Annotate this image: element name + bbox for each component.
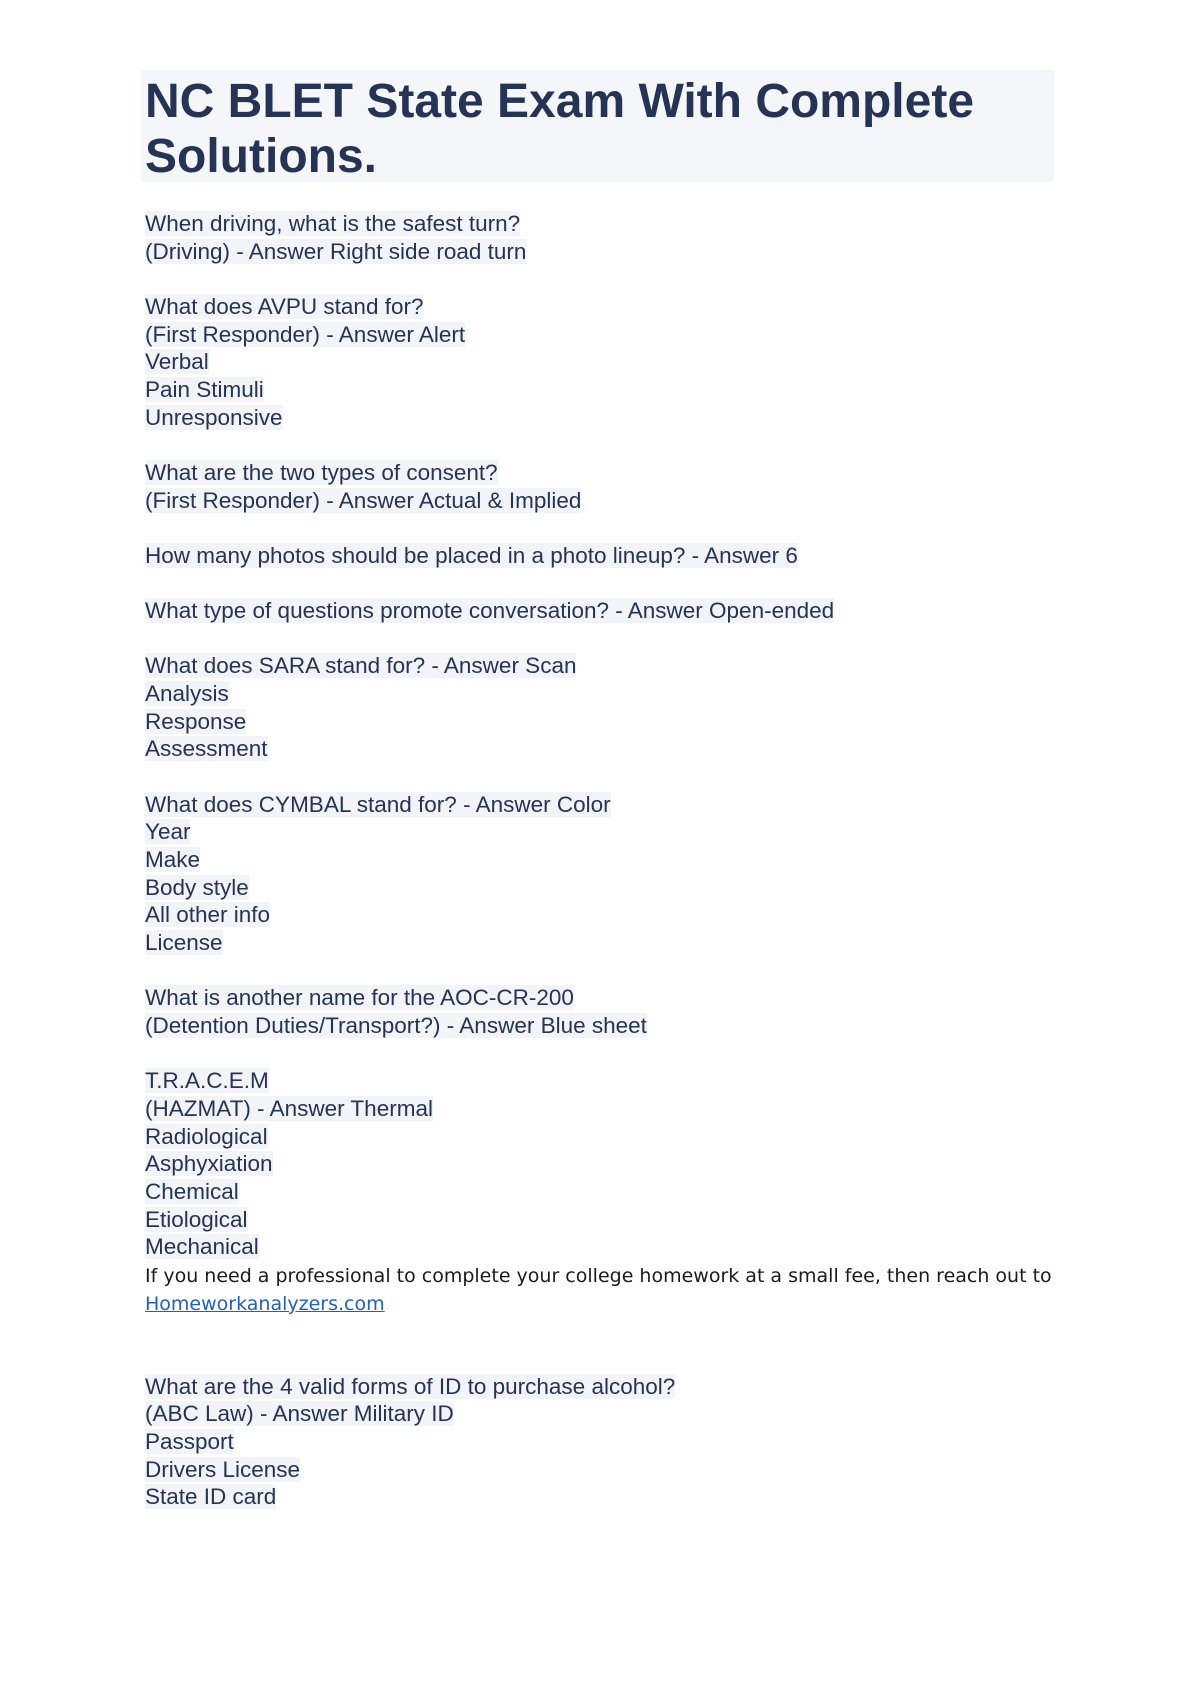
qa-line: Analysis	[145, 680, 229, 706]
qa-line: (Driving) - Answer Right side road turn	[145, 238, 527, 264]
qa-line: What does CYMBAL stand for? - Answer Color	[145, 791, 611, 817]
qa-block-cymbal	[145, 791, 1065, 957]
qa-line: Drivers License	[145, 1456, 301, 1482]
qa-line: All other info	[145, 902, 271, 928]
qa-block-alcohol-id	[145, 1373, 1065, 1512]
qa-line: How many photos should be placed in a photo lineup? - Answer 6	[145, 542, 798, 568]
qa-line: Etiological	[145, 1206, 248, 1232]
qa-line: When driving, what is the safest turn?	[145, 211, 521, 236]
qa-line: Verbal	[145, 349, 209, 375]
qa-line: State ID card	[145, 1484, 277, 1510]
qa-line: Chemical	[145, 1178, 239, 1204]
qa-line: Assessment	[145, 736, 268, 762]
qa-line: What are the 4 valid forms of ID to purchase alcohol?	[145, 1373, 676, 1399]
qa-line: (ABC Law) - Answer Military ID	[145, 1401, 454, 1427]
qa-block-photo-lineup	[145, 542, 1065, 570]
qa-line: What are the two types of consent?	[145, 459, 498, 485]
qa-line: Make	[145, 846, 201, 872]
qa-line: Passport	[145, 1429, 234, 1454]
qa-block-questions	[145, 597, 1065, 625]
qa-block-driving-turn	[145, 210, 1065, 265]
qa-line: Mechanical	[145, 1234, 259, 1260]
qa-line: What does AVPU stand for?	[145, 293, 424, 319]
qa-block-consent	[145, 459, 1065, 514]
qa-block-avpu	[145, 293, 1065, 432]
qa-block-aoc-cr-200	[145, 984, 1065, 1039]
qa-block-tracem	[145, 1067, 1065, 1261]
title-block	[141, 70, 1054, 182]
qa-line: (HAZMAT) - Answer Thermal	[145, 1095, 433, 1121]
qa-block-sara	[145, 652, 1065, 763]
homework-analyzers-link[interactable]: Homeworkanalyzers.com	[145, 1292, 385, 1315]
qa-line: What does SARA stand for? - Answer Scan	[145, 653, 577, 679]
promo-block	[145, 1262, 1065, 1319]
qa-line: (First Responder) - Answer Actual & Implied	[145, 487, 582, 513]
page-title: NC BLET State Exam With Complete Solutions.	[145, 75, 975, 183]
promo-text: If you need a professional to complete your college homework at a small fee, then reach out to	[145, 1264, 1052, 1287]
qa-line: What is another name for the AOC-CR-200	[145, 985, 574, 1011]
qa-line: Asphyxiation	[145, 1151, 273, 1177]
qa-line: Year	[145, 819, 191, 845]
qa-line: License	[145, 930, 223, 956]
qa-line: T.R.A.C.E.M	[145, 1068, 269, 1094]
qa-line: Radiological	[145, 1123, 268, 1149]
qa-line: Response	[145, 708, 247, 734]
qa-line: Pain Stimuli	[145, 377, 264, 403]
qa-line: Unresponsive	[145, 404, 283, 430]
qa-line: (Detention Duties/Transport?) - Answer Blue sheet	[145, 1012, 647, 1038]
qa-line: (First Responder) - Answer Alert	[145, 321, 466, 347]
document-body	[145, 210, 1065, 1539]
qa-line: Body style	[145, 874, 249, 900]
qa-line: What type of questions promote conversation? - Answer Open-ended	[145, 598, 835, 624]
